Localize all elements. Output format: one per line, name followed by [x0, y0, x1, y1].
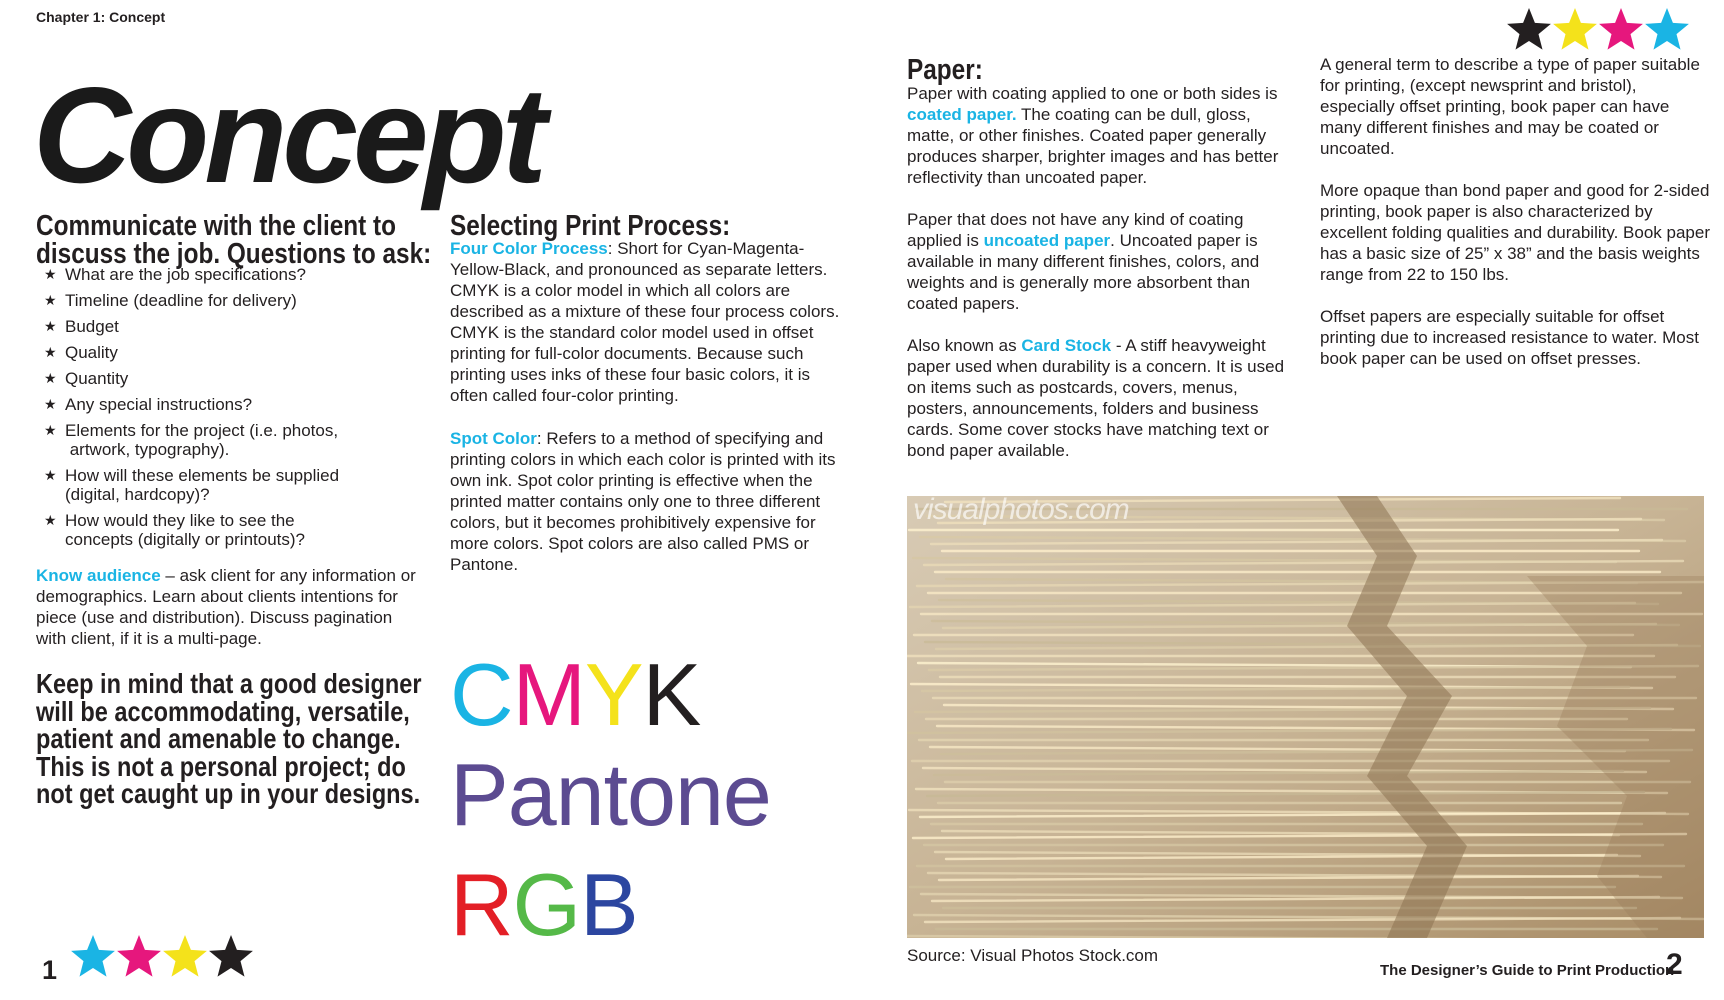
question-item: [44, 511, 424, 549]
cmyk-word: [450, 645, 700, 745]
photo-watermark: visualphotos.com: [913, 493, 1129, 526]
card-pre: Also known as: [907, 336, 1022, 355]
heading-line: discuss the job. Questions to ask:: [36, 238, 432, 270]
question-line: concepts (digitally or printouts)?: [65, 530, 306, 549]
page-number-left: 1: [42, 955, 58, 985]
client-communication-heading: [36, 212, 431, 268]
photo-source-credit: Source: Visual Photos Stock.com: [907, 946, 1159, 965]
callout-line: will be accommodating, versatile,: [36, 695, 410, 727]
page-number-right: 2: [1666, 948, 1683, 981]
callout-line: This is not a personal project; do: [36, 750, 406, 782]
question-line: artwork, typography).: [65, 440, 230, 459]
spot-color-term: Spot Color: [450, 429, 537, 448]
card-post: - A stiff heavyweight paper used when durability is a concern. It is used on items such as postcards, covers, menus, posters, announcements, folders and business cards. Some cover stocks have matching text or bond paper available.: [907, 336, 1285, 460]
uncoated-post: . Uncoated paper is available in many different finishes, colors, and weights and is generally more absorbent than coated papers.: [907, 231, 1260, 313]
four-color-text: : Short for Cyan-Magenta-Yellow-Black, and pronounced as separate letters. CMYK is a color model in which all colors are described as a mixture of these four process colors. CMYK is the standard color model used in offset printing for full-color documents. Because such printing uses inks of these four basic colors, it is often called four-color printing.: [450, 239, 840, 405]
question-line: How will these elements be supplied: [65, 466, 340, 485]
paper-heading: Paper:: [907, 54, 983, 86]
callout-line: not get caught up in your designs.: [36, 778, 421, 809]
book-paper-paragraph-1: A general term to describe a type of paper suitable for printing, (except newsprint and bristol), especially offset printing, book paper can have many different finishes and may be coated or uncoated.: [1320, 55, 1700, 158]
question-item: [44, 291, 424, 310]
color-letter: R: [450, 855, 513, 954]
know-audience-text: – ask client for any information or demographics. Learn about clients intentions for piece (use and distribution). Discuss pagination with client, if it is a multi-page.: [36, 566, 416, 648]
heading-line: Communicate with the client to: [36, 210, 397, 242]
question-item: [44, 395, 424, 414]
card-stock-term: Card Stock: [1021, 336, 1112, 355]
spot-color-text: : Refers to a method of specifying and printing colors in which each color is printed with its own ink. Spot color printing is effective when the printed matter contains only one to three different colors, but it becomes prohibitively expensive for more colors. Spot colors are also called PMS or Pantone.: [450, 429, 836, 574]
four-color-paragraph: [450, 238, 840, 406]
star-icon: [70, 968, 116, 985]
question-item: [44, 343, 424, 362]
question-item: [44, 265, 424, 284]
book-paper-column: [1320, 54, 1710, 390]
paper-stack-illustration: [907, 496, 1704, 938]
question-line: Elements for the project (i.e. photos,: [65, 421, 339, 440]
uncoated-pre: Paper that does not have any kind of coating applied is: [907, 210, 1244, 250]
pantone-word: Pantone: [450, 745, 771, 844]
callout-line: Keep in mind that a good designer: [36, 668, 422, 699]
book-paper-paragraph-2: More opaque than bond paper and good for 2-sided printing, book paper is also characterized by excellent folding qualities and durability. Book paper has a basic size of 25” x 38” and the basis weights range from 22 to 150 lbs.: [1320, 181, 1710, 284]
know-audience-paragraph: [36, 565, 416, 649]
bullet-star-icon: ★: [44, 292, 57, 308]
star-icon: [116, 968, 162, 985]
question-line: Budget: [65, 317, 119, 336]
question-item: [44, 317, 424, 336]
question-line: Any special instructions?: [65, 395, 253, 414]
chapter-label: Chapter 1: Concept: [36, 9, 166, 25]
color-letter: Y: [584, 645, 643, 744]
question-list: [44, 265, 424, 556]
question-line: (digital, hardcopy)?: [65, 485, 210, 504]
coated-pre: Paper with coating applied to one or both sides is: [907, 84, 1278, 103]
coated-paper-term: coated paper.: [907, 105, 1017, 124]
star-row-bottom: [70, 935, 254, 986]
print-process-heading: Selecting Print Process:: [450, 210, 731, 242]
uncoated-paper-paragraph: [907, 209, 1287, 314]
color-letter: K: [642, 645, 701, 744]
paper-stack-photo: [907, 496, 1704, 938]
coated-post: The coating can be dull, gloss, matte, or other finishes. Coated paper generally produces sharper, brighter images and has better reflectivity than uncoated paper.: [907, 105, 1279, 187]
bullet-star-icon: ★: [44, 266, 57, 282]
keep-in-mind-callout: [36, 670, 422, 808]
rgb-word: [450, 855, 638, 955]
bullet-star-icon: ★: [44, 344, 57, 360]
bullet-star-icon: ★: [44, 396, 57, 412]
coated-paper-paragraph: [907, 83, 1287, 188]
question-line: Quality: [65, 343, 118, 362]
color-letter: C: [450, 645, 513, 744]
question-item: [44, 369, 424, 388]
bullet-star-icon: ★: [44, 512, 57, 528]
bullet-star-icon: ★: [44, 422, 57, 438]
bullet-star-icon: ★: [44, 318, 57, 334]
question-line: How would they like to see the: [65, 511, 295, 530]
offset-paper-paragraph: Offset papers are especially suitable for offset printing due to increased resistance to water. Most book paper can be used on offset presses.: [1320, 307, 1699, 368]
color-letter: B: [580, 855, 638, 954]
question-line: Quantity: [65, 369, 129, 388]
book-title-footer: The Designer’s Guide to Print Production: [1380, 962, 1675, 979]
question-item: [44, 421, 424, 459]
star-icon: [162, 968, 208, 985]
spot-color-paragraph: [450, 428, 840, 575]
color-letter: G: [512, 855, 581, 954]
color-letter: M: [512, 645, 585, 744]
callout-line: patient and amenable to change.: [36, 723, 401, 754]
card-stock-paragraph: [907, 335, 1287, 461]
bullet-star-icon: ★: [44, 467, 57, 483]
page-title: Concept: [33, 59, 542, 211]
uncoated-paper-term: uncoated paper: [983, 231, 1111, 250]
question-line: Timeline (deadline for delivery): [65, 291, 297, 310]
four-color-term: Four Color Process: [450, 239, 608, 258]
know-audience-term: Know audience: [36, 566, 161, 585]
star-icon: [208, 968, 254, 985]
question-item: [44, 466, 424, 504]
question-line: What are the job specifications?: [65, 265, 306, 284]
paper-column: [907, 83, 1287, 482]
star-row-top: [1506, 8, 1690, 59]
bullet-star-icon: ★: [44, 370, 57, 386]
